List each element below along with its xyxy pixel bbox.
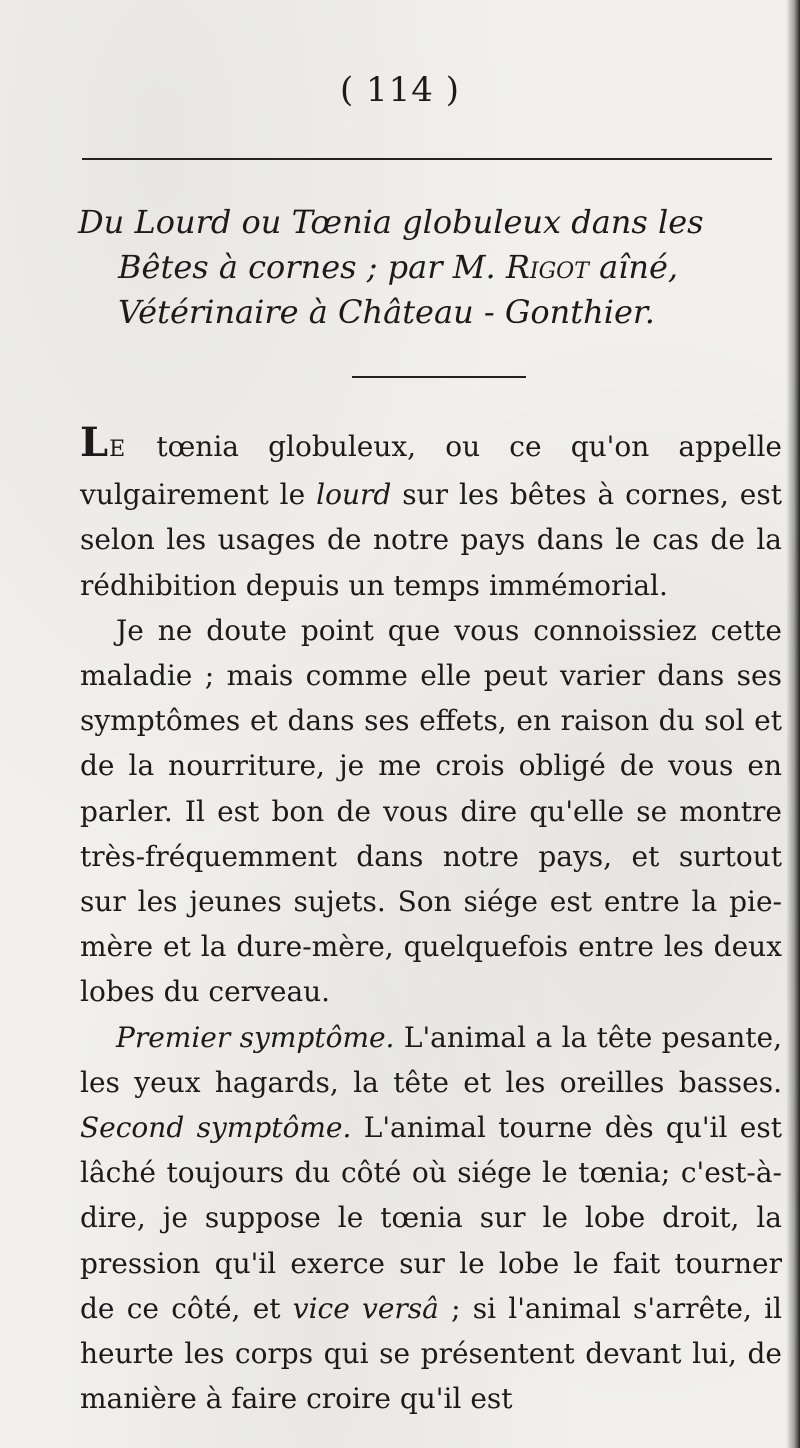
paragraph-1 <box>80 420 782 608</box>
second-symptom-label: Second symptôme. <box>80 1111 352 1145</box>
title-line-1: Du Lourd ou Tœnia globuleux dans les <box>78 203 704 241</box>
article-title <box>78 200 778 335</box>
title-line-3: Vétérinaire à Château - Gonthier. <box>118 293 655 331</box>
paragraph-3-text-c: ; si l'animal s'arrête, il heurte les corps qui se présentent devant lui, de manière à faire croire qu'il est <box>80 1291 783 1416</box>
drop-cap: L <box>80 419 110 466</box>
paragraph-3-text-a: L'animal a la tête pesante, les yeux hagards, la tête et les oreilles basses. <box>80 1020 782 1099</box>
title-line-2-start: Bêtes à cornes ; par M. <box>118 248 506 286</box>
title-separator-rule <box>352 376 526 378</box>
page-number: ( 114 ) <box>339 70 461 110</box>
article-body <box>80 420 782 1421</box>
author-name: Rigot <box>505 248 589 286</box>
page-edge-shadow <box>786 0 800 1448</box>
header-rule <box>82 158 772 160</box>
paragraph-3 <box>80 1015 782 1422</box>
paragraph-1-text-a: tœnia globuleux, ou ce qu'on appelle vulgairement le <box>80 430 782 512</box>
paragraph-1-text-b: sur les bêtes à cornes, est selon les usages de notre pays dans le cas de la rédhibition depuis un temps immémorial. <box>80 478 782 602</box>
small-caps-letter: E <box>109 437 128 462</box>
first-symptom-label: Premier symptôme. <box>116 1020 395 1054</box>
paragraph-1-emphasis: lourd <box>316 478 392 512</box>
vice-versa-phrase: vice versâ <box>292 1291 439 1325</box>
paragraph-2: Je ne doute point que vous connoissiez cette maladie ; mais comme elle peut varier dans ses symptômes et dans ses effets, en raison du sol et de la nourriture, je me crois obligé de vous en parler. Il est bon de vous dire qu'elle se montre très-fréquemment dans notre pays, et surtout sur les jeunes sujets. Son siége est entre la pie-mère et la dure-mère, quelquefois entre les deux lobes du cerveau. <box>80 613 782 1009</box>
title-line-2-end: aîné, <box>588 248 679 286</box>
title-line-2 <box>78 245 778 290</box>
paragraph-3-text-b: L'animal tourne dès qu'il est lâché toujours du côté où siége le tœnia; c'est-à-dire, je suppose le tœnia sur le lobe droit, la pression qu'il exerce sur le lobe le fait tourner de ce côté, et <box>80 1111 782 1325</box>
